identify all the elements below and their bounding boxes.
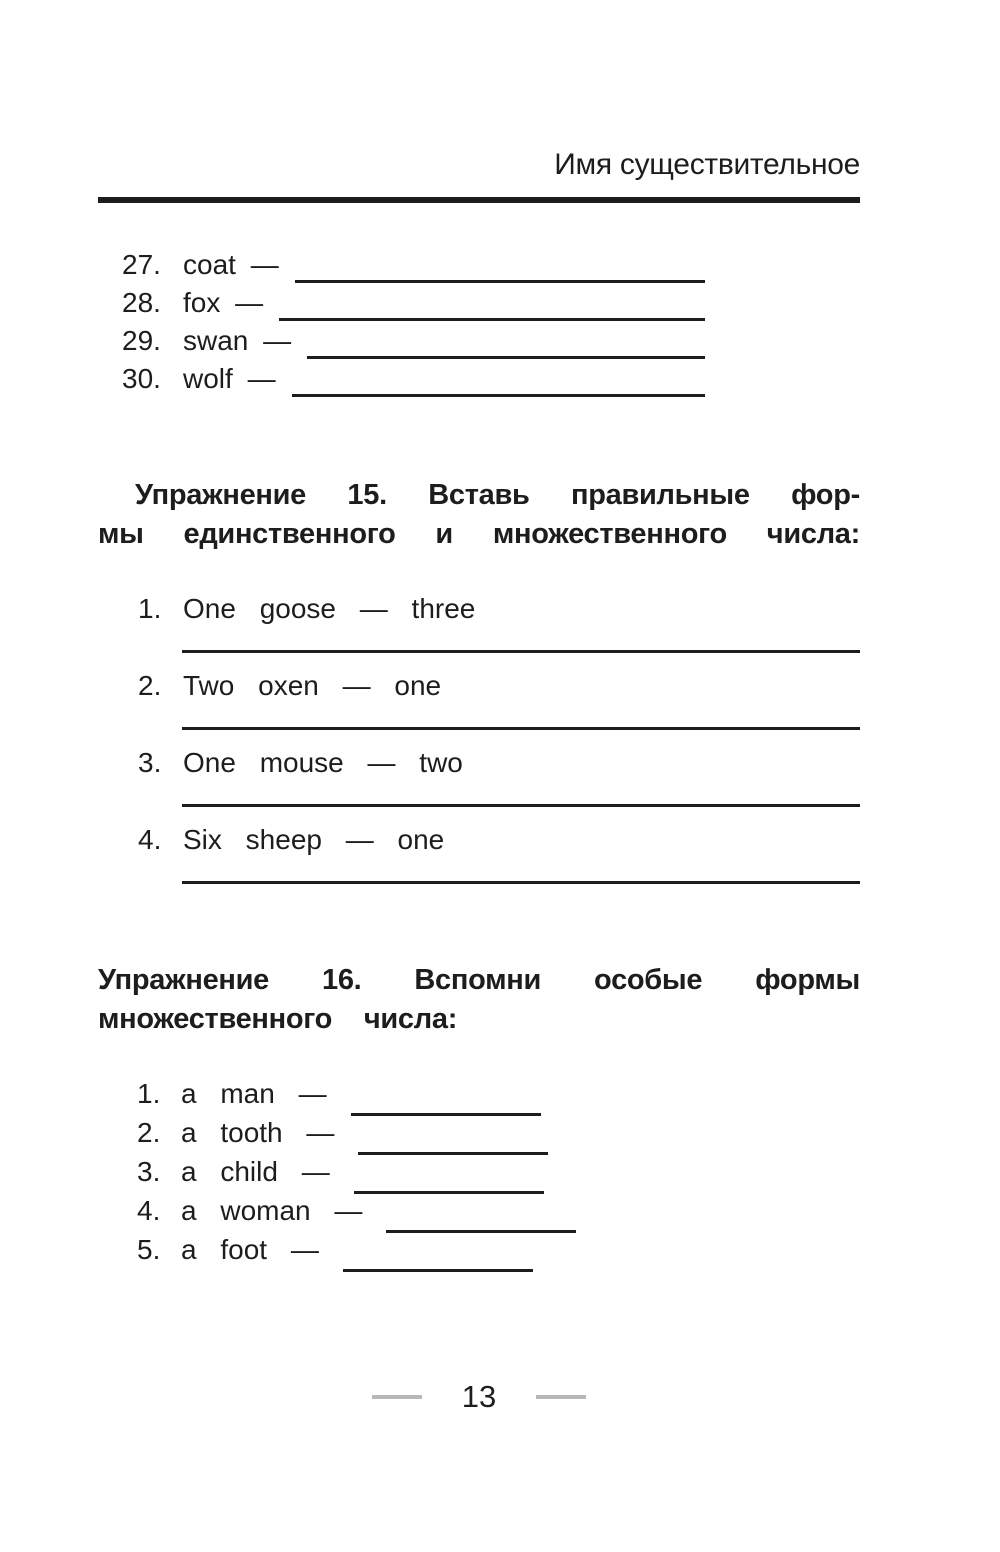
exercise15-item [98,744,860,807]
exercise16-heading-line2: множественного числа: [98,1003,458,1035]
item-phrase: a woman — [181,1195,363,1226]
item-text [138,590,860,628]
item-phrase: a tooth — [181,1117,335,1148]
answer-line [182,881,860,884]
item-number: 3. [137,1156,161,1187]
answer-blank [343,1230,533,1272]
answer-blank [351,1074,541,1116]
answer-blank [358,1113,548,1155]
answer-blank [386,1191,576,1233]
running-head-title: Имя существительное [554,148,860,181]
item-number: 2. [138,670,162,701]
footer-dash-left [372,1395,422,1399]
exercise15-item [98,667,860,730]
item-number: 2. [137,1117,161,1148]
item-number: 4. [138,824,162,855]
footer-dash-right [536,1395,586,1399]
item-phrase: a man — [181,1078,327,1109]
item-phrase: One mouse — two [183,747,463,778]
word-list-item [122,284,705,322]
exercise15-heading-line1: Упражнение 15. Вставь правильные фор- [135,479,860,511]
exercise16-item [137,1152,860,1191]
header-rule [98,197,860,203]
page-footer [98,1381,860,1413]
item-word: swan — [183,325,292,356]
exercise16-items [98,1074,860,1269]
item-phrase: One goose — three [183,593,476,624]
item-number: 5. [137,1234,161,1265]
word-list-item [122,360,705,398]
item-text [138,821,860,859]
item-word: wolf — [183,363,276,394]
answer-line [182,727,860,730]
item-number: 28. [122,287,161,318]
item-number: 27. [122,249,161,280]
item-text [138,667,860,705]
item-word: fox — [183,287,264,318]
page-number: 13 [461,1379,497,1414]
exercise16-heading [98,961,860,1039]
item-phrase: Two oxen — one [183,670,442,701]
answer-blank [295,246,705,283]
answer-line [182,650,860,653]
exercise16-item [137,1191,860,1230]
exercise16-heading-line1: Упражнение 16. Вспомни особые формы [98,964,860,996]
exercise16-item [137,1230,860,1269]
item-number: 1. [138,593,162,624]
item-number: 30. [122,363,161,394]
exercise15-items [98,590,860,884]
item-text [138,744,860,782]
exercise15-item [98,821,860,884]
answer-blank [354,1152,544,1194]
word-list-item [122,322,705,360]
item-phrase: Six sheep — one [183,824,445,855]
answer-line [182,804,860,807]
item-number: 1. [137,1078,161,1109]
answer-blank [292,360,705,397]
word-list-item [122,246,705,284]
item-number: 4. [137,1195,161,1226]
exercise15-heading [98,476,860,554]
item-phrase: a child — [181,1156,330,1187]
answer-blank [279,284,705,321]
exercise15-item [98,590,860,653]
item-phrase: a foot — [181,1234,319,1265]
exercise16-item [137,1074,860,1113]
item-number: 29. [122,325,161,356]
word-list-27-30 [122,246,705,398]
item-word: coat — [183,249,279,280]
answer-blank [307,322,705,359]
item-number: 3. [138,747,162,778]
exercise15-heading-line2: мы единственного и множественного числа: [98,518,860,550]
exercise16-item [137,1113,860,1152]
